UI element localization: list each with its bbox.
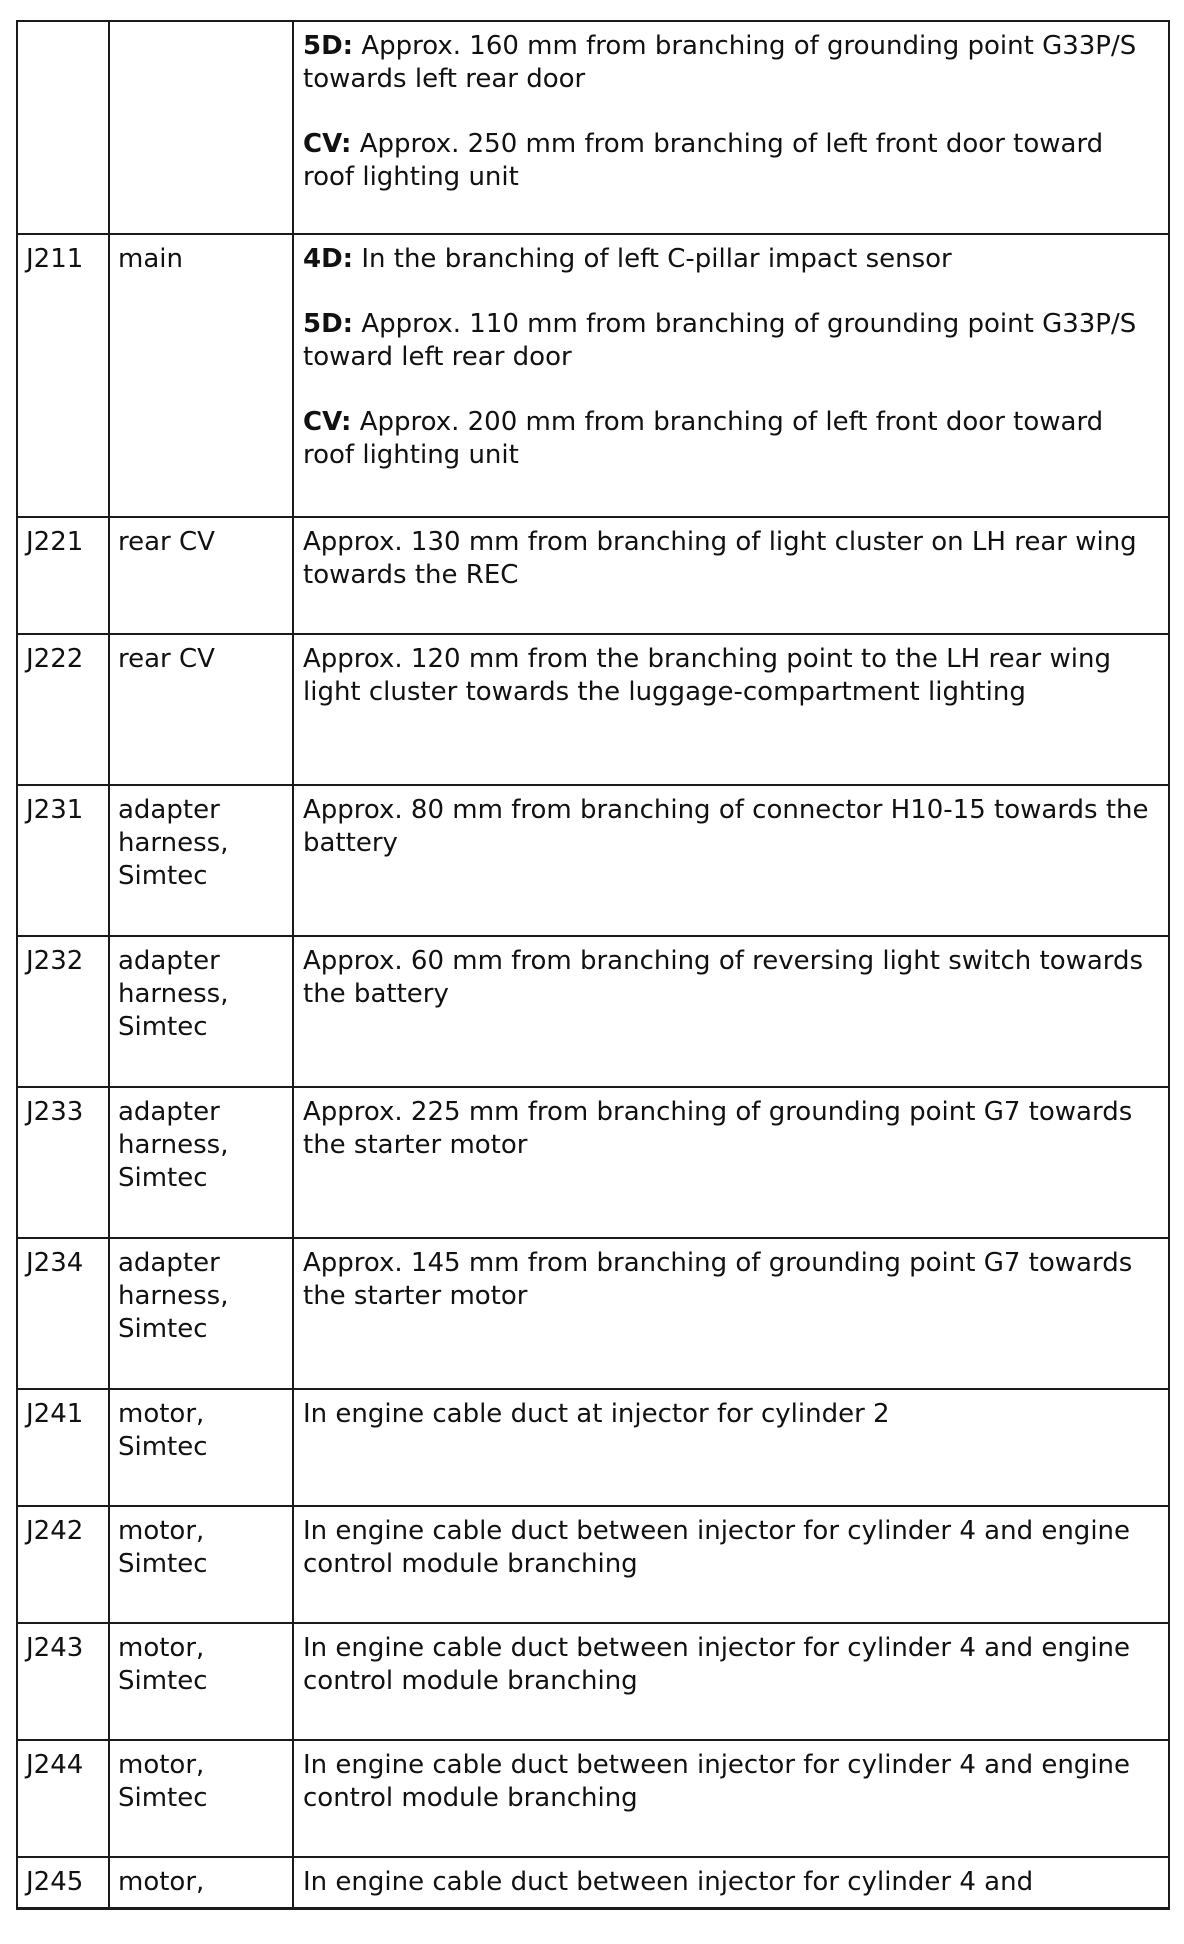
- splice-id-cell: J244: [17, 1740, 109, 1857]
- location-paragraph: [303, 1096, 1160, 1162]
- location-text: In engine cable duct at injector for cylinder 2: [303, 1399, 890, 1429]
- harness-cell: adapter harness, Simtec: [109, 936, 293, 1087]
- table-row: [17, 1389, 1169, 1506]
- location-text: In engine cable duct between injector for cylinder 4 and engine control module branching: [303, 1750, 1131, 1813]
- table-row: [17, 1623, 1169, 1740]
- splice-id-cell: J232: [17, 936, 109, 1087]
- location-paragraph: [303, 1247, 1160, 1313]
- location-text: In the branching of left C-pillar impact sensor: [353, 244, 952, 274]
- splice-id-cell: J222: [17, 634, 109, 785]
- location-cell: [293, 634, 1169, 785]
- table-row: [17, 634, 1169, 785]
- harness-cell: adapter harness, Simtec: [109, 785, 293, 936]
- location-text: Approx. 250 mm from branching of left front door toward roof lighting unit: [303, 129, 1104, 192]
- location-text: In engine cable duct between injector for cylinder 4 and engine control module branching: [303, 1633, 1131, 1696]
- harness-cell: motor, Simtec: [109, 1389, 293, 1506]
- location-text: Approx. 60 mm from branching of reversing light switch towards the battery: [303, 946, 1144, 1009]
- splice-location-table: [16, 20, 1170, 1910]
- location-paragraph: [303, 643, 1160, 709]
- harness-cell: adapter harness, Simtec: [109, 1238, 293, 1389]
- location-text: Approx. 110 mm from branching of grounding point G33P/S toward left rear door: [303, 309, 1137, 372]
- location-cell: [293, 936, 1169, 1087]
- location-text: Approx. 200 mm from branching of left front door toward roof lighting unit: [303, 407, 1104, 470]
- table-row: [17, 1506, 1169, 1623]
- location-text: Approx. 120 mm from the branching point to the LH rear wing light cluster towards the luggage-compartment lighting: [303, 644, 1111, 707]
- harness-cell: main: [109, 234, 293, 517]
- table-row: [17, 517, 1169, 634]
- harness-cell: motor,: [109, 1857, 293, 1909]
- splice-id-cell: J241: [17, 1389, 109, 1506]
- location-paragraph: [303, 794, 1160, 860]
- table-row: [17, 21, 1169, 234]
- location-cell: [293, 1506, 1169, 1623]
- splice-id-cell: J211: [17, 234, 109, 517]
- location-paragraph: [303, 1515, 1160, 1581]
- variant-label: CV:: [303, 407, 352, 437]
- location-cell: [293, 1740, 1169, 1857]
- splice-id-cell: J233: [17, 1087, 109, 1238]
- splice-id-cell: [17, 21, 109, 234]
- location-paragraph: [303, 945, 1160, 1011]
- location-text: Approx. 225 mm from branching of grounding point G7 towards the starter motor: [303, 1097, 1133, 1160]
- location-text: Approx. 145 mm from branching of grounding point G7 towards the starter motor: [303, 1248, 1133, 1311]
- variant-label: 5D:: [303, 31, 354, 61]
- table-row: [17, 1857, 1169, 1909]
- location-cell: [293, 21, 1169, 234]
- table-row: [17, 936, 1169, 1087]
- splice-id-cell: J243: [17, 1623, 109, 1740]
- location-paragraph: [303, 128, 1160, 194]
- location-cell: [293, 785, 1169, 936]
- table-row: [17, 1740, 1169, 1857]
- splice-id-cell: J231: [17, 785, 109, 936]
- location-text: Approx. 160 mm from branching of grounding point G33P/S towards left rear door: [303, 31, 1137, 94]
- harness-cell: adapter harness, Simtec: [109, 1087, 293, 1238]
- table-row: [17, 785, 1169, 936]
- location-paragraph: [303, 1398, 1160, 1431]
- location-paragraph: [303, 243, 1160, 276]
- location-text: Approx. 80 mm from branching of connector H10-15 towards the battery: [303, 795, 1149, 858]
- variant-label: CV:: [303, 129, 352, 159]
- location-text: In engine cable duct between injector for cylinder 4 and: [303, 1867, 1034, 1897]
- location-paragraph: [303, 1866, 1160, 1899]
- harness-cell: motor, Simtec: [109, 1506, 293, 1623]
- table-row: [17, 234, 1169, 517]
- location-paragraph: [303, 308, 1160, 374]
- harness-cell: rear CV: [109, 634, 293, 785]
- harness-cell: [109, 21, 293, 234]
- location-cell: [293, 1238, 1169, 1389]
- splice-id-cell: J245: [17, 1857, 109, 1909]
- location-cell: [293, 1389, 1169, 1506]
- splice-id-cell: J234: [17, 1238, 109, 1389]
- harness-cell: rear CV: [109, 517, 293, 634]
- location-paragraph: [303, 526, 1160, 592]
- variant-label: 4D:: [303, 244, 354, 274]
- location-paragraph: [303, 30, 1160, 96]
- location-text: Approx. 130 mm from branching of light cluster on LH rear wing towards the REC: [303, 527, 1137, 590]
- location-cell: [293, 1857, 1169, 1909]
- location-paragraph: [303, 1632, 1160, 1698]
- location-cell: [293, 1087, 1169, 1238]
- location-paragraph: [303, 1749, 1160, 1815]
- harness-cell: motor, Simtec: [109, 1623, 293, 1740]
- location-paragraph: [303, 406, 1160, 472]
- table-row: [17, 1087, 1169, 1238]
- splice-id-cell: J242: [17, 1506, 109, 1623]
- location-cell: [293, 234, 1169, 517]
- splice-id-cell: J221: [17, 517, 109, 634]
- variant-label: 5D:: [303, 309, 354, 339]
- harness-cell: motor, Simtec: [109, 1740, 293, 1857]
- location-text: In engine cable duct between injector for cylinder 4 and engine control module branching: [303, 1516, 1131, 1579]
- location-cell: [293, 1623, 1169, 1740]
- table-row: [17, 1238, 1169, 1389]
- location-cell: [293, 517, 1169, 634]
